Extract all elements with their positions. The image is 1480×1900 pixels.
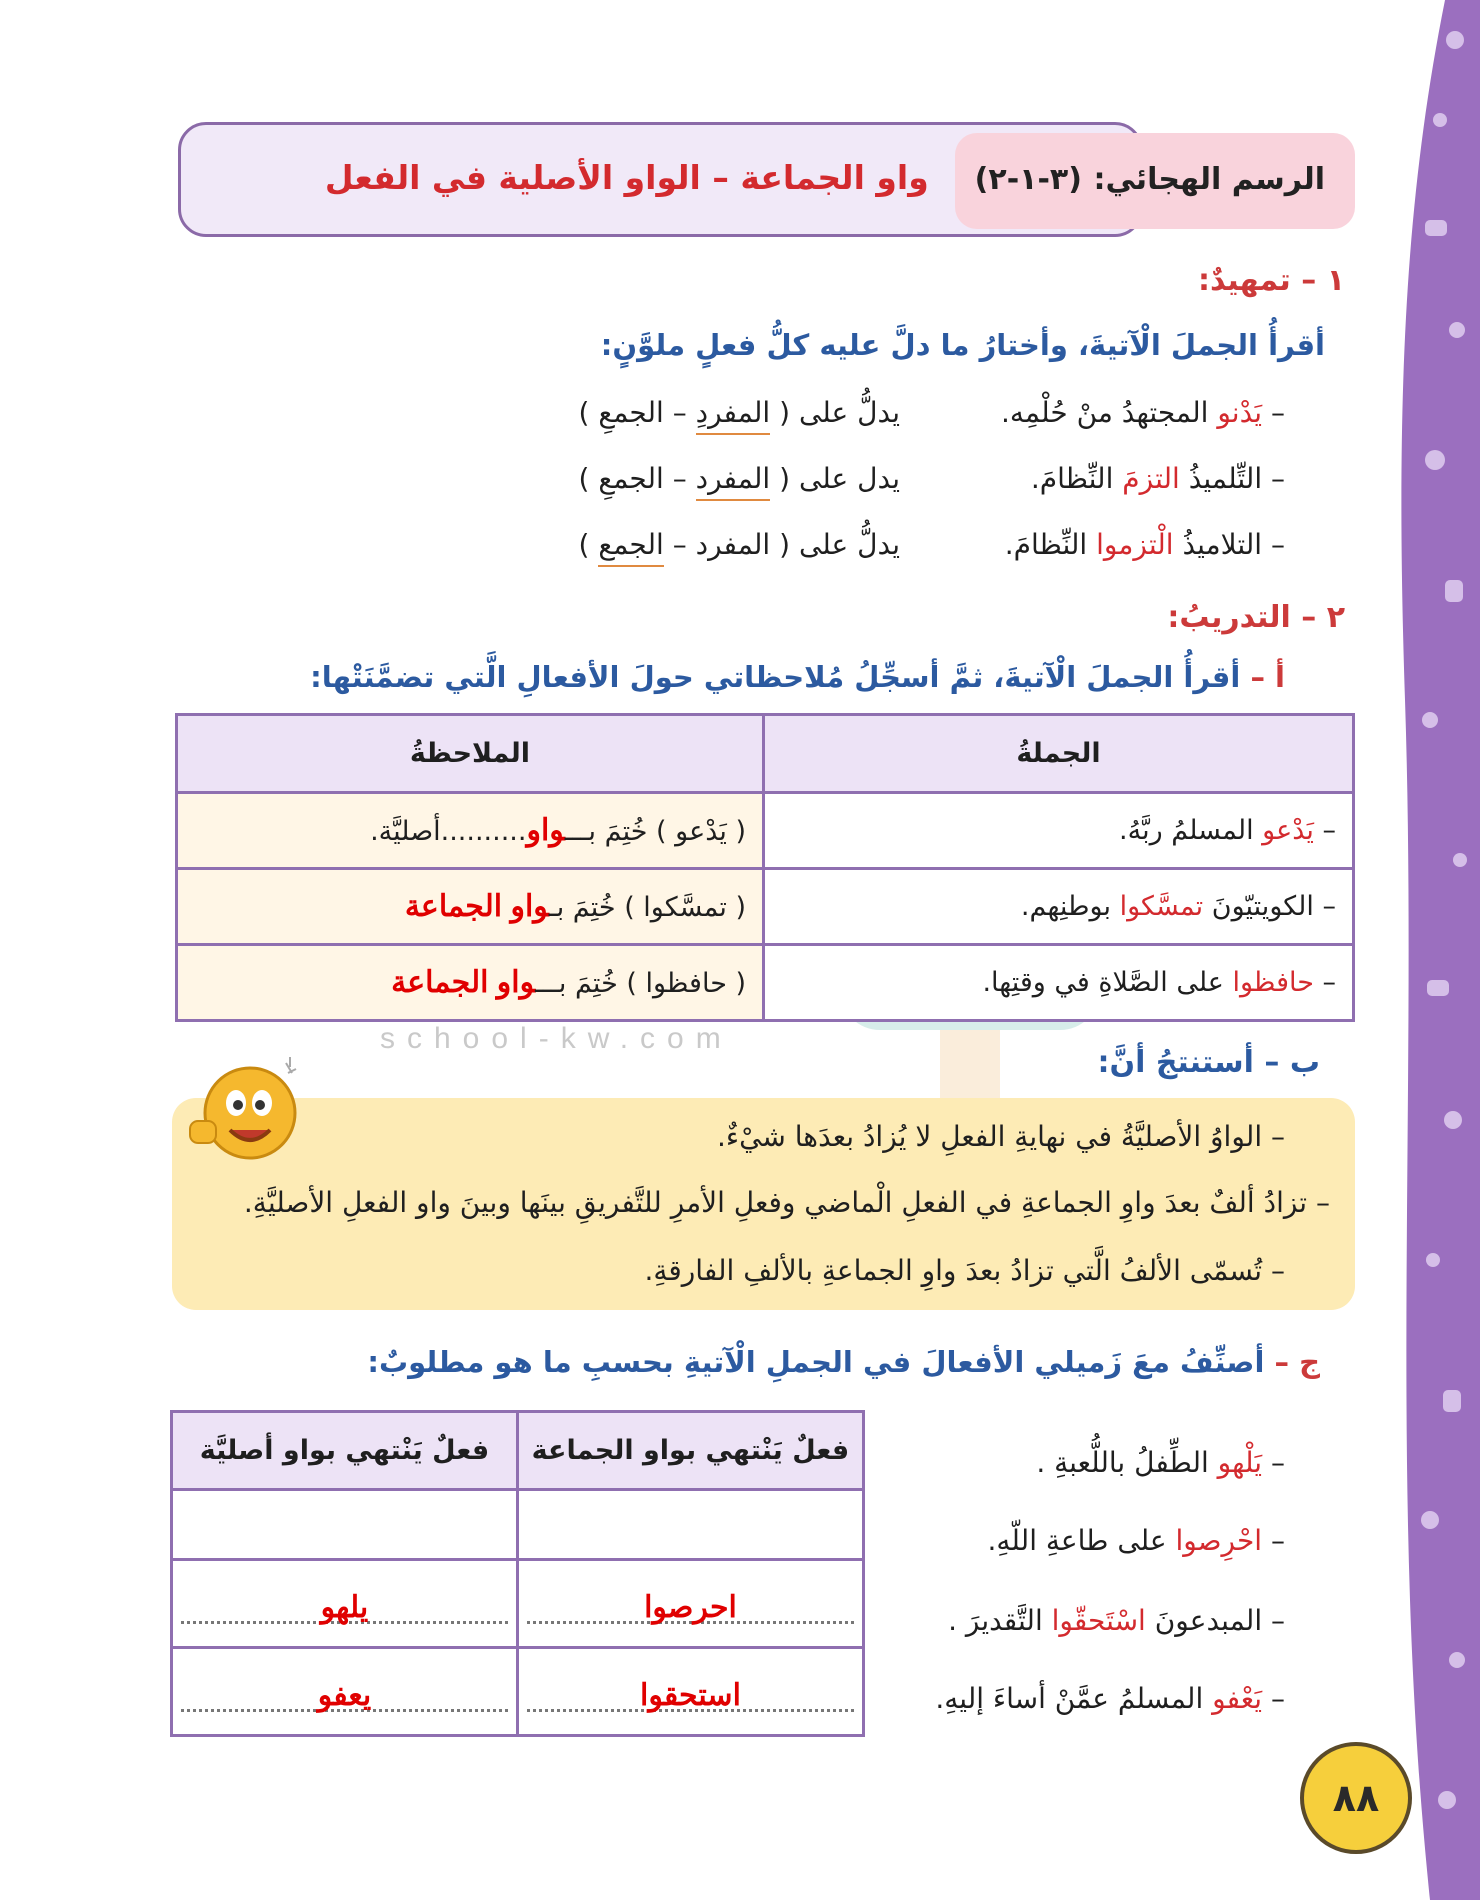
table-row [172, 1490, 864, 1560]
task-sentence-2: – احْرِصوا على طاعةِ اللّهِ. [987, 1524, 1285, 1557]
header-sentence: الجملةُ [764, 715, 1354, 793]
smiley-icon [178, 1055, 308, 1175]
answer-cell-jamaa[interactable] [517, 1490, 863, 1560]
verb-highlight: الْتزموا [1096, 528, 1174, 561]
part-c-instruction: ج – أصنِّفُ معَ زَميلي الأفعالَ في الجملِ الْآتيةِ بحسبِ ما هو مطلوبٌ: [367, 1345, 1320, 1379]
side-decoration [1385, 0, 1480, 1900]
conclusion-line-1: – الواوُ الأصليَّةُ في نهايةِ الفعلِ لا يُزادُ بعدَها شيْءٌ. [717, 1120, 1285, 1153]
conclusion-line-2: – تزادُ ألفٌ بعدَ واوِ الجماعةِ في الفعلِ الْماضي وفعلِ الأمرِ للتَّفريقِ بينَها وبينَ واو الفعلِ الأصليَّةِ. [243, 1186, 1330, 1219]
conclusion-line-3: – تُسمّى الألفُ الَّتي تزادُ بعدَ واوِ الجماعةِ بالألفِ الفارقةِ. [644, 1254, 1285, 1287]
option-plural: الجمع [598, 528, 663, 567]
written-answer: احرصوا [644, 1591, 737, 1624]
answer-cell-jamaa[interactable] [517, 1648, 863, 1736]
option-singular: المفرد [695, 528, 771, 561]
answer-cell-asliya[interactable] [172, 1560, 518, 1648]
title-text: واو الجماعة – الواو الأصلية في الفعل [324, 158, 929, 197]
note-cell[interactable]: ( تمسَّكوا ) خُتِمَ بـواو الجماعة [177, 869, 764, 945]
classification-table [170, 1410, 865, 1737]
task-sentence-1: – يَلْهو الطِّفلُ باللُّعبةِ . [1036, 1446, 1285, 1479]
answer-cell-asliya[interactable] [172, 1490, 518, 1560]
part-a-instruction: أ – أقرأُ الجملَ الْآتيةَ، ثمَّ أسجِّلُ مُلاحظاتي حولَ الأفعالِ الَّتي تضمَّنَتْها: [310, 660, 1285, 694]
table-row: – حافظوا على الصَّلاةِ في وقتِها. ( حافظوا ) خُتِمَ بـــواو الجماعة [177, 945, 1354, 1021]
task-sentence-3: – المبدعونَ اسْتَحقّوا التَّقديرَ . [948, 1604, 1285, 1637]
written-answer: يلهو [320, 1591, 369, 1624]
title-code: (٣-١-٢) [974, 162, 1082, 197]
option-plural: الجمعِ [598, 396, 664, 429]
option-singular: المفرد [696, 462, 771, 501]
written-answer: واو [526, 814, 565, 847]
option-singular: المفردِ [696, 396, 771, 435]
written-answer: واو الجماعة [391, 966, 536, 999]
table-row: – يَدْعو المسلمُ ربَّهُ. ( يَدْعو ) خُتِمَ بـــواو..........أصليَّة. [177, 793, 1354, 869]
note-cell[interactable]: ( يَدْعو ) خُتِمَ بـــواو..........أصليَّة. [177, 793, 764, 869]
table-row: – الكويتيّونَ تمسَّكوا بوطنِهم. ( تمسَّكوا ) خُتِمَ بـواو الجماعة [177, 869, 1354, 945]
section1-instruction: أقرأُ الجملَ الْآتيةَ، وأختارُ ما دلَّ عليه كلُّ فعلٍ ملوَّنٍ: [600, 328, 1325, 362]
page-title [175, 158, 1325, 197]
section2-heading: ٢ – التدريبُ: [1167, 600, 1345, 635]
header-asliya: فعلٌ يَنْتهي بواو أصليَّة [172, 1412, 518, 1490]
header-jamaa: فعلٌ يَنْتهي بواو الجماعة [517, 1412, 863, 1490]
section1-heading: ١ – تمهيدٌ: [1198, 263, 1345, 298]
intro-row-2: – التِّلميذُ التزمَ النِّظامَ. يدل على ( المفرد – الجمعِ ) [579, 462, 1286, 495]
answer-cell-asliya[interactable] [172, 1648, 518, 1736]
watermark-text: school-kw.com [380, 1022, 733, 1055]
table-row [172, 1648, 864, 1736]
title-label: الرسم الهجائي: [1093, 162, 1325, 197]
verb-highlight: يَدْنو [1217, 396, 1263, 429]
option-plural: الجمعِ [598, 462, 664, 495]
answer-cell-jamaa[interactable] [517, 1560, 863, 1648]
written-answer: واو الجماعة [404, 890, 549, 923]
intro-row-1: – يَدْنو المجتهدُ منْ حُلْمِه. يدلُّ على ( المفردِ – الجمعِ ) [579, 396, 1286, 429]
header-note: الملاحظةُ [177, 715, 764, 793]
part-b-heading: ب – أستنتجُ أنَّ: [1097, 1045, 1320, 1080]
observations-table [175, 713, 1355, 1022]
page-number: ٨٨ [1300, 1742, 1412, 1854]
table-row [172, 1560, 864, 1648]
written-answer: استحقوا [640, 1679, 741, 1712]
intro-row-3: – التلاميذُ الْتزموا النِّظامَ. يدلُّ على ( المفرد – الجمع ) [579, 528, 1286, 561]
written-answer: يعفو [317, 1679, 372, 1712]
task-sentence-4: – يَعْفو المسلمُ عمَّنْ أساءَ إليهِ. [935, 1682, 1285, 1715]
verb-highlight: التزمَ [1122, 462, 1180, 495]
note-cell[interactable]: ( حافظوا ) خُتِمَ بـــواو الجماعة [177, 945, 764, 1021]
